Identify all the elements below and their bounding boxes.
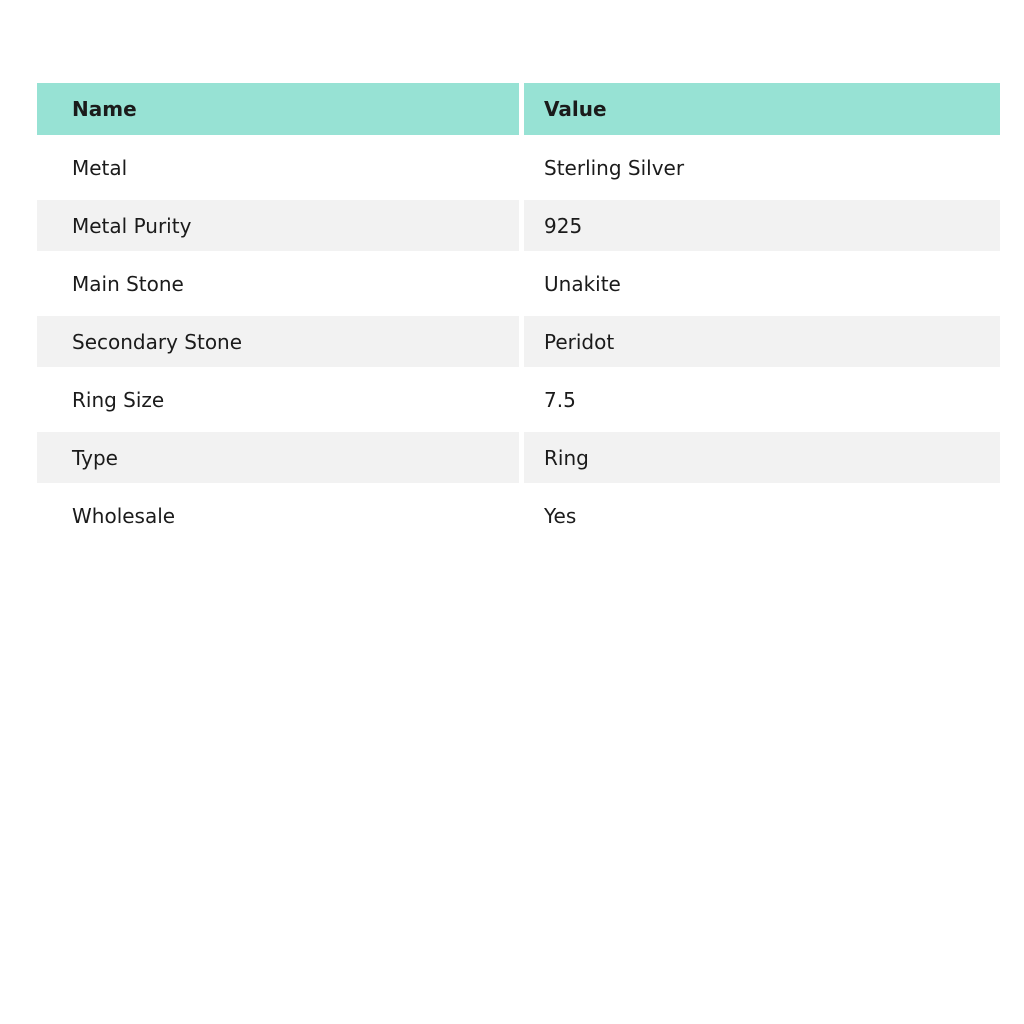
row-value-cell: Yes [519, 483, 1000, 541]
row-name-cell: Main Stone [37, 251, 519, 309]
row-name-cell: Metal Purity [37, 193, 519, 251]
row-name-cell: Secondary Stone [37, 309, 519, 367]
table-row [37, 367, 1000, 425]
row-name-cell: Metal [37, 135, 519, 193]
table-body [37, 135, 1000, 541]
table-row [37, 425, 1000, 483]
row-name-cell: Ring Size [37, 367, 519, 425]
table-row [37, 309, 1000, 367]
table-row [37, 483, 1000, 541]
table-row [37, 193, 1000, 251]
row-name-cell: Type [37, 425, 519, 483]
table-header-row [37, 83, 1000, 135]
row-value-cell: 925 [519, 193, 1000, 251]
row-value-cell: Peridot [519, 309, 1000, 367]
column-header-name: Name [37, 83, 519, 135]
column-header-value: Value [519, 83, 1000, 135]
row-value-cell: Sterling Silver [519, 135, 1000, 193]
product-spec-table [37, 83, 1000, 541]
row-name-cell: Wholesale [37, 483, 519, 541]
table-row [37, 135, 1000, 193]
row-value-cell: Ring [519, 425, 1000, 483]
table-row [37, 251, 1000, 309]
row-value-cell: Unakite [519, 251, 1000, 309]
row-value-cell: 7.5 [519, 367, 1000, 425]
